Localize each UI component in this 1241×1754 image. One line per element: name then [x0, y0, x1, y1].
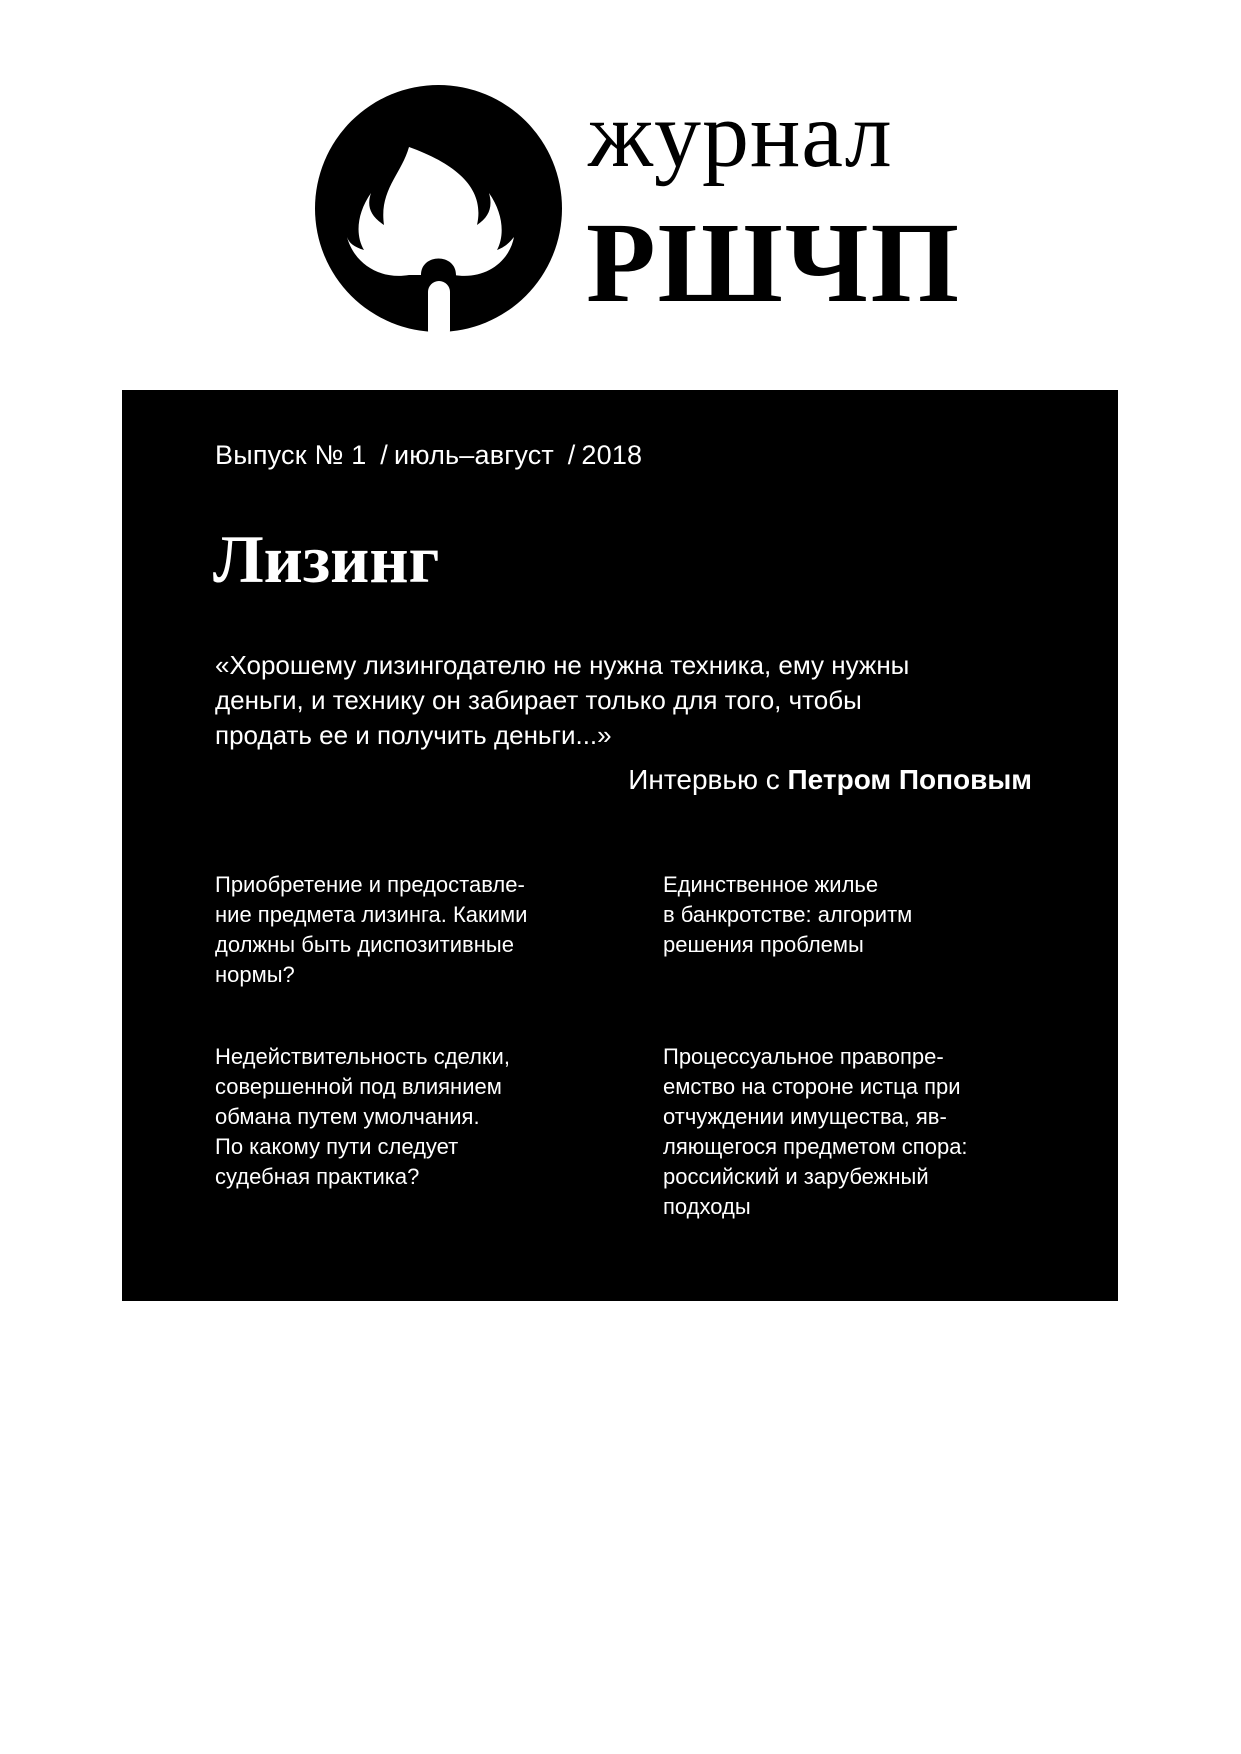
logo-word: журнал	[588, 83, 893, 187]
quote-line: деньги, и технику он забирает только для того, чтобы	[215, 685, 862, 715]
issue-number: Выпуск № 1	[215, 440, 367, 470]
separator: /	[380, 440, 388, 470]
article-line: Процессуальное правопре-	[663, 1044, 944, 1069]
attribution-prefix: Интервью с	[628, 764, 780, 795]
article-line: решения проблемы	[663, 932, 864, 957]
separator: /	[567, 440, 576, 470]
article-line: нормы?	[215, 962, 295, 987]
issue-line	[215, 440, 642, 471]
article-line: емство на стороне истца при	[663, 1074, 961, 1099]
quote-line: продать ее и получить деньги...»	[215, 720, 612, 750]
quote-attribution	[628, 764, 1032, 796]
article-line: в банкротстве: алгоритм	[663, 902, 913, 927]
article-line: российский и зарубежный	[663, 1164, 929, 1189]
masthead-logo	[0, 0, 1241, 360]
article-line: Единственное жилье	[663, 872, 879, 897]
match-flame-icon	[315, 85, 562, 332]
cover-box	[122, 390, 1118, 1301]
article-line: ние предмета лизинга. Какими	[215, 902, 528, 927]
article-line: ляющегося предметом спора:	[663, 1134, 968, 1159]
article-teaser	[663, 870, 1043, 960]
issue-period: июль–август	[393, 440, 554, 470]
article-line: подходы	[663, 1194, 751, 1219]
article-teaser	[215, 1042, 595, 1192]
attribution-name: Петром Поповым	[787, 764, 1032, 795]
article-line: Недействительность сделки,	[215, 1044, 510, 1069]
article-teaser	[215, 870, 595, 990]
article-line: отчуждении имущества, яв-	[663, 1104, 947, 1129]
quote-line: «Хорошему лизингодателю не нужна техника, ему нужны	[215, 650, 910, 680]
issue-title: Лизинг	[213, 521, 440, 597]
article-line: судебная практика?	[215, 1164, 420, 1189]
article-line: По какому пути следует	[215, 1134, 459, 1159]
article-teaser	[663, 1042, 1043, 1222]
issue-year: 2018	[581, 440, 643, 470]
article-line: совершенной под влиянием	[215, 1074, 502, 1099]
article-line: Приобретение и предоставле-	[215, 872, 525, 897]
logo-abbreviation: РШЧП	[586, 199, 962, 326]
article-line: должны быть диспозитивные	[215, 932, 514, 957]
featured-quote	[215, 648, 1035, 753]
article-line: обмана путем умолчания.	[215, 1104, 480, 1129]
